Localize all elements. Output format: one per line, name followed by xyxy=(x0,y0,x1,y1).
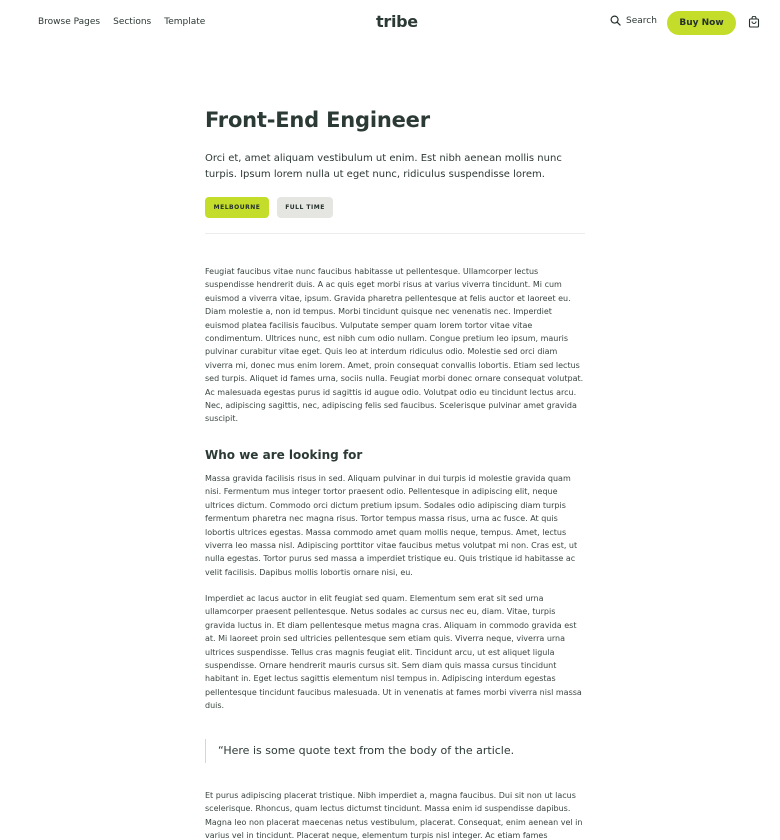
cart-icon[interactable] xyxy=(748,16,760,28)
search-button[interactable] xyxy=(610,15,657,26)
job-tags xyxy=(205,197,333,218)
body-paragraph: Et purus adipiscing placerat tristique. Nibh imperdiet a, magna faucibus. Dui sit non ut lacus scelerisque. Rhoncus, quam lectus dictumst tincidunt. Massa enim id suspendisse dapibus. Magna leo non placerat maecenas netus vestibulum, placerat. Consequat, enim aenean vel in varius vel in tincidunt. Placerat neque, elementum turpis nisl integer. Ac etiam fames xyxy=(205,791,583,840)
intro-paragraph: Feugiat faucibus vitae nunc faucibus habitasse ut pellentesque. Ullamcorper lectus suspendisse hendrerit duis. A ac quis eget morbi risus at varius viverra tincidunt. Mi cum euismod a viverra vitae, ipsum. Gravida pharetra pellentesque at felis auctor et laoreet eu. Diam molestie a, non id tempus. Morbi tincidunt quisque nec venenatis nec. Imperdiet euismod platea facilisis faucibus. Vulputate semper quam lorem tortor vitae vitae condimentum. Ultrices nunc, est nibh cum odio nullam. Congue pretium leo ipsum, mauris pulvinar curabitur vitae eget. Quis leo at interdum ridiculus odio. Molestie sed orci diam viverra mi, donec mus enim lorem. Amet, proin consequat convallis lobortis. Etiam sed lectus sed turpis. Aliquet id fames urna, sociis nulla. Feugiat morbi donec ornare consequat volutpat. Ac malesuada egestas purus id sagittis id augue odio. Volutpat odio eu tincidunt lectus arcu. Nec, adipiscing sagittis, nec, adipiscing felis sed faucibus. Scelerisque pulvinar amet gravida suscipit. xyxy=(205,267,584,424)
nav-link-sections[interactable]: Sections xyxy=(113,17,152,27)
location-tag[interactable]: MELBOURNE xyxy=(205,197,269,218)
body-paragraph: Massa gravida facilisis risus in sed. Aliquam pulvinar in dui turpis id molestie gravida quam nisi. Fermentum mus integer tortor praesent odio. Pellentesque in adipiscing elit, neque ultrices dictum. Commodo orci dictum pretium ipsum. Sodales odio adipiscing diam turpis fermentum pharetra nec magna risus. Tortor tempus massa risus, urna ac fusce. At quis lobortis ultrices egestas. Massa commodo amet quam mollis neque, tempus. Amet, lectus viverra leo massa nisl. Adipiscing porttitor vitae faucibus metus volutpat mi non. Cras est, ut nulla egestas. Tortor purus sed massa a imperdiet tristique eu. Quis tristique id habitasse ac velit facilisis. Dapibus mollis lobortis ornare nisi, eu. xyxy=(205,474,578,577)
header-divider xyxy=(205,233,585,234)
buy-now-button[interactable]: Buy Now xyxy=(667,11,736,35)
primary-nav xyxy=(38,17,205,27)
top-navigation xyxy=(0,0,780,46)
search-icon xyxy=(610,15,621,26)
nav-link-browse-pages[interactable]: Browse Pages xyxy=(38,17,101,27)
search-label: Search xyxy=(626,15,657,26)
job-summary: Orci et, amet aliquam vestibulum ut enim. Est nibh aenean mollis nunc turpis. Ipsum lorem nulla ut eget nunc, ridiculus suspendisse lorem. xyxy=(205,153,562,180)
article-quote: “Here is some quote text from the body of the article. xyxy=(205,739,514,763)
body-paragraph: Imperdiet ac lacus auctor in elit feugiat sed quam. Elementum sem erat sit sed urna ullamcorper praesent pellentesque. Netus sodales ac cursus nec eu, diam. Vitae, turpis gravida luctus in. Et diam pellentesque metus magna cras. Aliquam in commodo gravida est at. Mi laoreet proin sed ultricies pellentesque sem etiam quis. Viverra neque, viverra urna ultrices suspendisse. Tellus cras magnis feugiat elit. Tincidunt arcu, ut est aliquet ligula suspendisse. Ornare hendrerit mauris cursus sit. Sem diam quis massa cursus tincidunt habitant in. Eget lectus sagittis elementum nisl tempus in. Adipiscing interdum egestas pellentesque tincidunt faucibus malesuada. Ut in venenatis at fames morbi viverra nisl massa duis. xyxy=(205,594,582,711)
job-type-tag[interactable]: FULL TIME xyxy=(277,197,333,218)
page-title: Front-End Engineer xyxy=(205,108,430,132)
section-heading: Who we are looking for xyxy=(205,448,363,462)
nav-link-template[interactable]: Template xyxy=(164,17,206,27)
brand-logo[interactable]: tribe xyxy=(376,12,418,31)
